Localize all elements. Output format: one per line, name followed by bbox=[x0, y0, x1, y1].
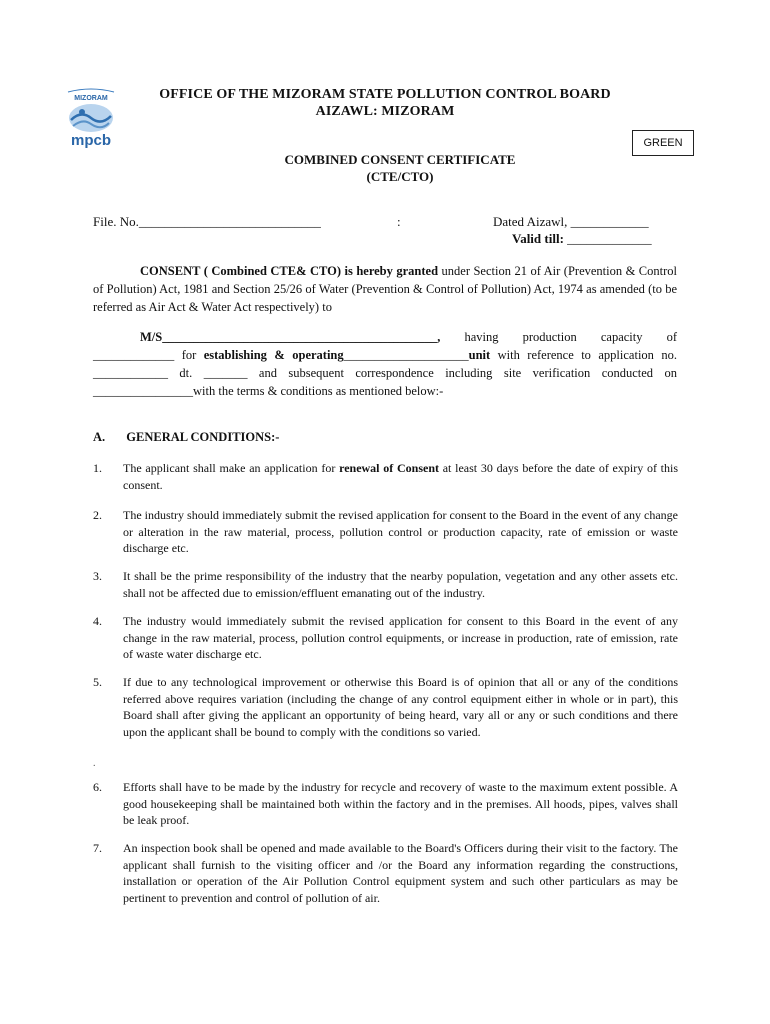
cert-title-line1: COMBINED CONSENT CERTIFICATE bbox=[284, 152, 516, 167]
ms-paragraph bbox=[93, 328, 677, 400]
condition-item bbox=[93, 568, 678, 601]
condition-number: 3. bbox=[93, 569, 102, 583]
mpcb-logo bbox=[62, 84, 120, 148]
ms-name-blank: M/S____________________________________________, bbox=[140, 330, 441, 344]
file-colon: : bbox=[397, 214, 401, 229]
condition-number: 1. bbox=[93, 461, 102, 475]
consent-rest: under Section 21 of Air (Prevention & Control of Pollution) Act, 1981 and Section 25/26 of Water (Prevention & Control of Pollution) Act, 1974 as amended (to be referred as Air Act & Water Act respectively) to bbox=[93, 264, 677, 314]
consent-bold: CONSENT ( Combined CTE& CTO) is hereby granted bbox=[140, 264, 439, 278]
condition-text: The industry would immediately submit the revised application for consent to this Board in the event of any change in the raw material, process, pollution control equipments, or increase in production, rate of emission, rate of waste water discharge etc. bbox=[123, 614, 678, 661]
condition-text: An inspection book shall be opened and made available to the Board's Officers during their visit to the factory. The applicant shall furnish to the visiting officer and /or the Board any information regarding the constructions, installation or operation of the Air Pollution Control equipment system and such other particulars as may be pertinent to prevention and control of pollution of air. bbox=[123, 841, 678, 905]
condition-text: If due to any technological improvement or otherwise this Board is of opinion that all or any of the conditions referred above requires variation (including the change of any control equipment either in whole or in part), this Board shall after giving the applicant an opportunity of being heard, vary all or any or such conditions and there upon the applicant shall be bound to comply with the conditions so varied. bbox=[123, 675, 678, 739]
valid-till-blank: _____________ bbox=[563, 231, 652, 246]
stray-dot: . bbox=[93, 758, 96, 769]
ms-text3: with reference to application no. ____________ dt. _______ and subsequent correspondence including site verification conducted on ________________with the terms & conditions as mentioned below:- bbox=[93, 348, 677, 398]
category-label: GREEN bbox=[643, 137, 683, 149]
condition-text: Efforts shall have to be made by the industry for recycle and recovery of waste to the maximum extent possible. A good housekeeping shall be maintained both within the factory and in the premises. All hoods, pipes, valves shall be leak proof. bbox=[123, 780, 678, 827]
category-badge bbox=[632, 130, 694, 156]
file-row bbox=[93, 214, 683, 230]
condition-text: It shall be the prime responsibility of the industry that the nearby population, vegetation and any other assets etc. shall not be affected due to emission/effluent emanating out of the industry. bbox=[123, 569, 678, 600]
logo-bottom-text: mpcb bbox=[70, 132, 112, 148]
condition-item bbox=[93, 507, 678, 557]
condition-number: 4. bbox=[93, 614, 102, 628]
condition-item bbox=[93, 779, 678, 829]
condition-number: 5. bbox=[93, 675, 102, 689]
section-a-label: A. bbox=[93, 430, 106, 444]
condition-item bbox=[93, 613, 678, 663]
file-number: File. No.____________________________ bbox=[93, 214, 321, 229]
office-line1: OFFICE OF THE MIZORAM STATE POLLUTION CONTROL BOARD bbox=[159, 87, 611, 102]
condition-text: The applicant shall make an application for renewal of Consent at least 30 days before the date of expiry of this consent. bbox=[123, 461, 679, 492]
purpose-blank: ____________________ bbox=[343, 348, 469, 362]
purpose-bold: establishing & operating bbox=[203, 348, 344, 362]
valid-till-label: Valid till: bbox=[512, 231, 564, 246]
cert-title-line2: (CTE/CTO) bbox=[366, 169, 434, 184]
condition-text: The industry should immediately submit the revised application for consent to the Board in the event of any change or alteration in the raw material, process, pollution control or production capacity, rate of emission or waste discharge etc. bbox=[123, 508, 678, 555]
office-line2: AIZAWL: MIZORAM bbox=[315, 104, 455, 119]
certificate-title bbox=[200, 151, 600, 185]
ms-text1: having production capacity of bbox=[440, 330, 677, 344]
unit-bold: unit bbox=[468, 348, 491, 362]
section-a-title: GENERAL CONDITIONS:- bbox=[126, 430, 280, 444]
condition-item bbox=[93, 460, 678, 493]
consent-paragraph bbox=[93, 262, 677, 316]
dated-aizawl: Dated Aizawl, ____________ bbox=[493, 214, 649, 229]
logo-top-text: MIZORAM bbox=[74, 95, 108, 102]
condition-item bbox=[93, 674, 678, 740]
capacity-blank: _____________ bbox=[93, 348, 175, 362]
ms-text2: for bbox=[174, 348, 204, 362]
section-a-heading bbox=[93, 430, 279, 445]
condition-number: 2. bbox=[93, 508, 102, 522]
condition-number: 7. bbox=[93, 841, 102, 855]
office-header bbox=[130, 86, 640, 120]
condition-number: 6. bbox=[93, 780, 102, 794]
condition-item bbox=[93, 840, 678, 906]
valid-till-row bbox=[512, 231, 652, 247]
